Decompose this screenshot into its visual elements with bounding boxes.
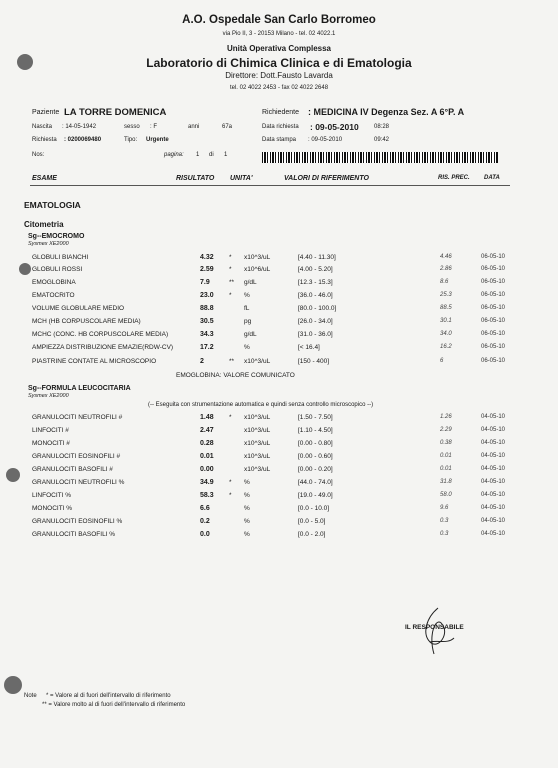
exam-result: 34.9: [200, 479, 214, 486]
exam-ref: [0.00 - 0.60]: [298, 453, 333, 460]
table-row: [0, 318, 558, 328]
exam-date: 06-05-10: [481, 254, 506, 260]
exam-date: 04-05-10: [481, 414, 506, 420]
exam-date: 06-05-10: [481, 279, 506, 285]
formula-note: (-- Eseguita con strumentazione automatica e quindi senza controllo microscopico --): [148, 402, 374, 408]
exam-result: 88.8: [200, 305, 214, 312]
exam-flag: *: [229, 254, 232, 261]
birth-date: : 14-05-1942: [62, 124, 97, 130]
unit-name: Unità Operativa Complessa: [226, 44, 332, 53]
exam-ref: [36.0 - 46.0]: [298, 292, 333, 299]
nos-label: Nos:: [32, 152, 45, 158]
exam-ref: [26.0 - 34.0]: [298, 318, 333, 325]
table-row: [0, 344, 558, 354]
exam-ref: [31.0 - 36.0]: [298, 331, 333, 338]
signature-label: IL RESPONSABILE: [405, 624, 464, 631]
exam-prev: 25.3: [440, 292, 452, 298]
exam-unit: fL: [244, 305, 250, 312]
table-row: [0, 453, 558, 463]
exam-name: GRANULOCITI BASOFILI #: [32, 466, 113, 473]
exam-ref: [19.0 - 49.0]: [298, 492, 333, 499]
exam-result: 1.48: [200, 414, 214, 421]
exam-unit: %: [244, 344, 250, 351]
exam-prev: 9.6: [440, 505, 449, 511]
request-label: Richiesta: [32, 137, 57, 143]
exam-unit: x10^3/uL: [244, 414, 271, 421]
exam-date: 04-05-10: [481, 453, 506, 459]
exam-name: EMOGLOBINA: [32, 279, 76, 286]
exam-name: MONOCITI %: [32, 505, 73, 512]
exam-ref: [12.3 - 15.3]: [298, 279, 333, 286]
table-row: [0, 254, 558, 264]
sex-label: sesso: [124, 124, 140, 130]
exam-ref: [150 - 400]: [298, 358, 330, 365]
section-title: EMATOLOGIA: [24, 200, 81, 210]
exam-unit: %: [244, 479, 250, 486]
exam-name: AMPIEZZA DISTRIBUZIONE EMAZIE(RDW-CV): [32, 344, 174, 351]
exam-name: MCHC (CONC. HB CORPUSCOLARE MEDIA): [32, 331, 169, 338]
col-unit: UNITA': [230, 175, 253, 182]
exam-date: 04-05-10: [481, 427, 506, 433]
exam-name: GLOBULI ROSSI: [32, 266, 83, 273]
table-row: [0, 440, 558, 450]
exam-unit: x10^3/uL: [244, 466, 271, 473]
exam-prev: 16.2: [440, 344, 452, 350]
age-value: 67a: [222, 124, 233, 130]
type-label: Tipo:: [124, 137, 138, 143]
exam-date: 06-05-10: [481, 331, 506, 337]
exam-prev: 8.6: [440, 279, 449, 285]
exam-result: 17.2: [200, 344, 214, 351]
table-row: [0, 479, 558, 489]
phones: tel. 02 4022 2453 - fax 02 4022 2648: [229, 85, 329, 91]
table-row: [0, 427, 558, 437]
table-row: [0, 279, 558, 289]
page-of: di: [209, 152, 214, 158]
exam-result: 2: [200, 358, 204, 365]
table-row: [0, 358, 558, 368]
exam-ref: [80.0 - 100.0]: [298, 305, 337, 312]
exam-date: 04-05-10: [481, 466, 506, 472]
exam-ref: [4.00 - 5.20]: [298, 266, 333, 273]
exam-ref: [4.40 - 11.30]: [298, 254, 336, 261]
exam-result: 0.0: [200, 531, 210, 538]
exam-date: 06-05-10: [481, 292, 506, 298]
table-row: [0, 505, 558, 515]
exam-name: EMATOCRITO: [32, 292, 75, 299]
group-formula-device: Sysmex XE2000: [28, 393, 69, 399]
exam-date: 04-05-10: [481, 492, 506, 498]
exam-date: 04-05-10: [481, 505, 506, 511]
group-formula-title: Sg--FORMULA LEUCOCITARIA: [28, 385, 131, 392]
exam-name: GRANULOCITI EOSINOFILI #: [32, 453, 121, 460]
exam-flag: *: [229, 492, 232, 499]
request-date: : 09-05-2010: [310, 122, 359, 132]
punch-hole: [4, 676, 22, 694]
exam-prev: 88.5: [440, 305, 452, 311]
exam-result: 30.5: [200, 318, 214, 325]
exam-name: LINFOCITI %: [32, 492, 72, 499]
exam-name: LINFOCITI #: [32, 427, 69, 434]
exam-result: 4.32: [200, 254, 214, 261]
exam-name: GLOBULI BIANCHI: [32, 254, 89, 261]
exam-flag: **: [229, 358, 235, 365]
birth-label: Nascita: [32, 124, 53, 130]
table-row: [0, 305, 558, 315]
col-ref: VALORI DI RIFERIMENTO: [284, 175, 369, 182]
lab-name: Laboratorio di Chimica Clinica e di Ematologia: [146, 56, 412, 70]
print-time: 09:42: [374, 137, 390, 143]
header-rule: [30, 185, 510, 186]
exam-unit: g/dL: [244, 331, 257, 338]
exam-prev: 0.3: [440, 518, 449, 524]
exam-result: 0.28: [200, 440, 214, 447]
exam-prev: 0.38: [440, 440, 452, 446]
exam-prev: 0.01: [440, 466, 452, 472]
director: Direttore: Dott.Fausto Lavarda: [225, 71, 333, 80]
exam-flag: *: [229, 266, 232, 273]
type-value: Urgente: [146, 137, 169, 143]
exam-unit: %: [244, 505, 250, 512]
exam-prev: 31.8: [440, 479, 452, 485]
exam-ref: [0.0 - 10.0]: [298, 505, 330, 512]
exam-name: GRANULOCITI EOSINOFILI %: [32, 518, 123, 525]
exam-result: 7.9: [200, 279, 210, 286]
exam-result: 23.0: [200, 292, 214, 299]
exam-unit: pg: [244, 318, 252, 325]
group-emocromo-device: Sysmex XE2000: [28, 241, 69, 247]
print-date-label: Data stampa: [262, 137, 297, 143]
exam-result: 2.59: [200, 266, 214, 273]
exam-name: MONOCITI #: [32, 440, 70, 447]
exam-result: 2.47: [200, 427, 214, 434]
requester-label: Richiedente: [262, 109, 299, 116]
requester-value: : MEDICINA IV Degenza Sez. A 6°P. A: [308, 107, 465, 117]
exam-date: 04-05-10: [481, 479, 506, 485]
footnote-line1: * = Valore al di fuori dell'intervallo di riferimento: [46, 693, 171, 699]
barcode: [262, 152, 498, 163]
exam-flag: *: [229, 292, 232, 299]
exam-result: 0.01: [200, 453, 214, 460]
exam-name: PIASTRINE CONTATE AL MICROSCOPIO: [32, 358, 157, 365]
signature: [408, 604, 468, 664]
exam-ref: [< 16.4]: [298, 344, 320, 351]
table-row: [0, 531, 558, 541]
exam-name: GRANULOCITI BASOFILI %: [32, 531, 116, 538]
exam-prev: 58.0: [440, 492, 452, 498]
exam-unit: g/dL: [244, 279, 257, 286]
table-row: [0, 518, 558, 528]
table-row: [0, 414, 558, 424]
footnote-line2: ** = Valore molto al di fuori dell'intervallo di riferimento: [42, 702, 186, 708]
exam-unit: x10^3/uL: [244, 453, 271, 460]
table-row: [0, 266, 558, 276]
exam-date: 04-05-10: [481, 440, 506, 446]
exam-prev: 34.0: [440, 331, 452, 337]
table-row: [0, 492, 558, 502]
exam-date: 06-05-10: [481, 344, 506, 350]
request-number: : 0200069480: [64, 137, 102, 143]
exam-unit: x10^6/uL: [244, 266, 271, 273]
exam-name: GRANULOCITI NEUTROFILI #: [32, 414, 123, 421]
page-total: 1: [224, 152, 228, 158]
exam-prev: 30.1: [440, 318, 452, 324]
hospital-name: A.O. Ospedale San Carlo Borromeo: [182, 14, 376, 26]
exam-unit: x10^3/uL: [244, 427, 271, 434]
exam-date: 06-05-10: [481, 318, 506, 324]
exam-result: 6.6: [200, 505, 210, 512]
exam-ref: [0.00 - 0.80]: [298, 440, 333, 447]
exam-date: 06-05-10: [481, 266, 506, 272]
exam-ref: [44.0 - 74.0]: [298, 479, 333, 486]
exam-ref: [0.00 - 0.20]: [298, 466, 333, 473]
table-row: [0, 466, 558, 476]
exam-prev: 0.3: [440, 531, 449, 537]
exam-ref: [0.0 - 5.0]: [298, 518, 326, 525]
group-emocromo-title: Sg--EMOCROMO: [28, 233, 85, 240]
exam-name: MCH (HB CORPUSCOLARE MEDIA): [32, 318, 141, 325]
exam-prev: 0.01: [440, 453, 452, 459]
request-date-label: Data richiesta: [262, 124, 299, 130]
exam-unit: %: [244, 518, 250, 525]
exam-flag: *: [229, 414, 232, 421]
exam-date: 04-05-10: [481, 518, 506, 524]
exam-ref: [0.0 - 2.0]: [298, 531, 326, 538]
table-row: [0, 331, 558, 341]
exam-prev: 2.29: [440, 427, 452, 433]
page-label: pagina:: [164, 152, 184, 158]
exam-date: 06-05-10: [481, 305, 506, 311]
exam-result: 0.2: [200, 518, 210, 525]
exam-flag: *: [229, 479, 232, 486]
exam-prev: 1.26: [440, 414, 452, 420]
exam-date: 06-05-10: [481, 358, 506, 364]
years-label: anni: [188, 124, 200, 130]
exam-result: 58.3: [200, 492, 214, 499]
footnote-label: Note: [24, 693, 37, 699]
table-row: [0, 292, 558, 302]
sex-value: : F: [150, 124, 157, 130]
col-result: RISULTATO: [176, 175, 215, 182]
hemoglobin-note: EMOGLOBINA: VALORE COMUNICATO: [176, 372, 295, 379]
exam-prev: 6: [440, 358, 444, 364]
patient-name-label: Paziente: [32, 109, 60, 116]
exam-unit: %: [244, 292, 250, 299]
exam-name: GRANULOCITI NEUTROFILI %: [32, 479, 125, 486]
exam-ref: [1.10 - 4.50]: [298, 427, 333, 434]
exam-prev: 2.86: [440, 266, 452, 272]
page-number: 1: [196, 152, 200, 158]
request-time: 08:28: [374, 124, 390, 130]
exam-date: 04-05-10: [481, 531, 506, 537]
exam-ref: [1.50 - 7.50]: [298, 414, 333, 421]
exam-unit: x10^3/uL: [244, 254, 271, 261]
exam-unit: x10^3/uL: [244, 440, 271, 447]
exam-name: VOLUME GLOBULARE MEDIO: [32, 305, 125, 312]
print-date: : 09-05-2010: [308, 137, 343, 143]
exam-unit: %: [244, 531, 250, 538]
exam-unit: x10^3/uL: [244, 358, 271, 365]
hospital-address: via Pio II, 3 - 20153 Milano - tel. 02 4022.1: [222, 31, 336, 37]
subsection-title: Citometria: [24, 220, 64, 229]
patient-name: LA TORRE DOMENICA: [64, 107, 167, 118]
exam-unit: %: [244, 492, 250, 499]
col-exam: ESAME: [32, 175, 57, 182]
exam-prev: 4.46: [440, 254, 452, 260]
exam-result: 0.00: [200, 466, 214, 473]
col-prec: RIS. PREC.: [438, 175, 470, 181]
col-date: DATA: [484, 175, 500, 181]
exam-result: 34.3: [200, 331, 214, 338]
exam-flag: **: [229, 279, 235, 286]
